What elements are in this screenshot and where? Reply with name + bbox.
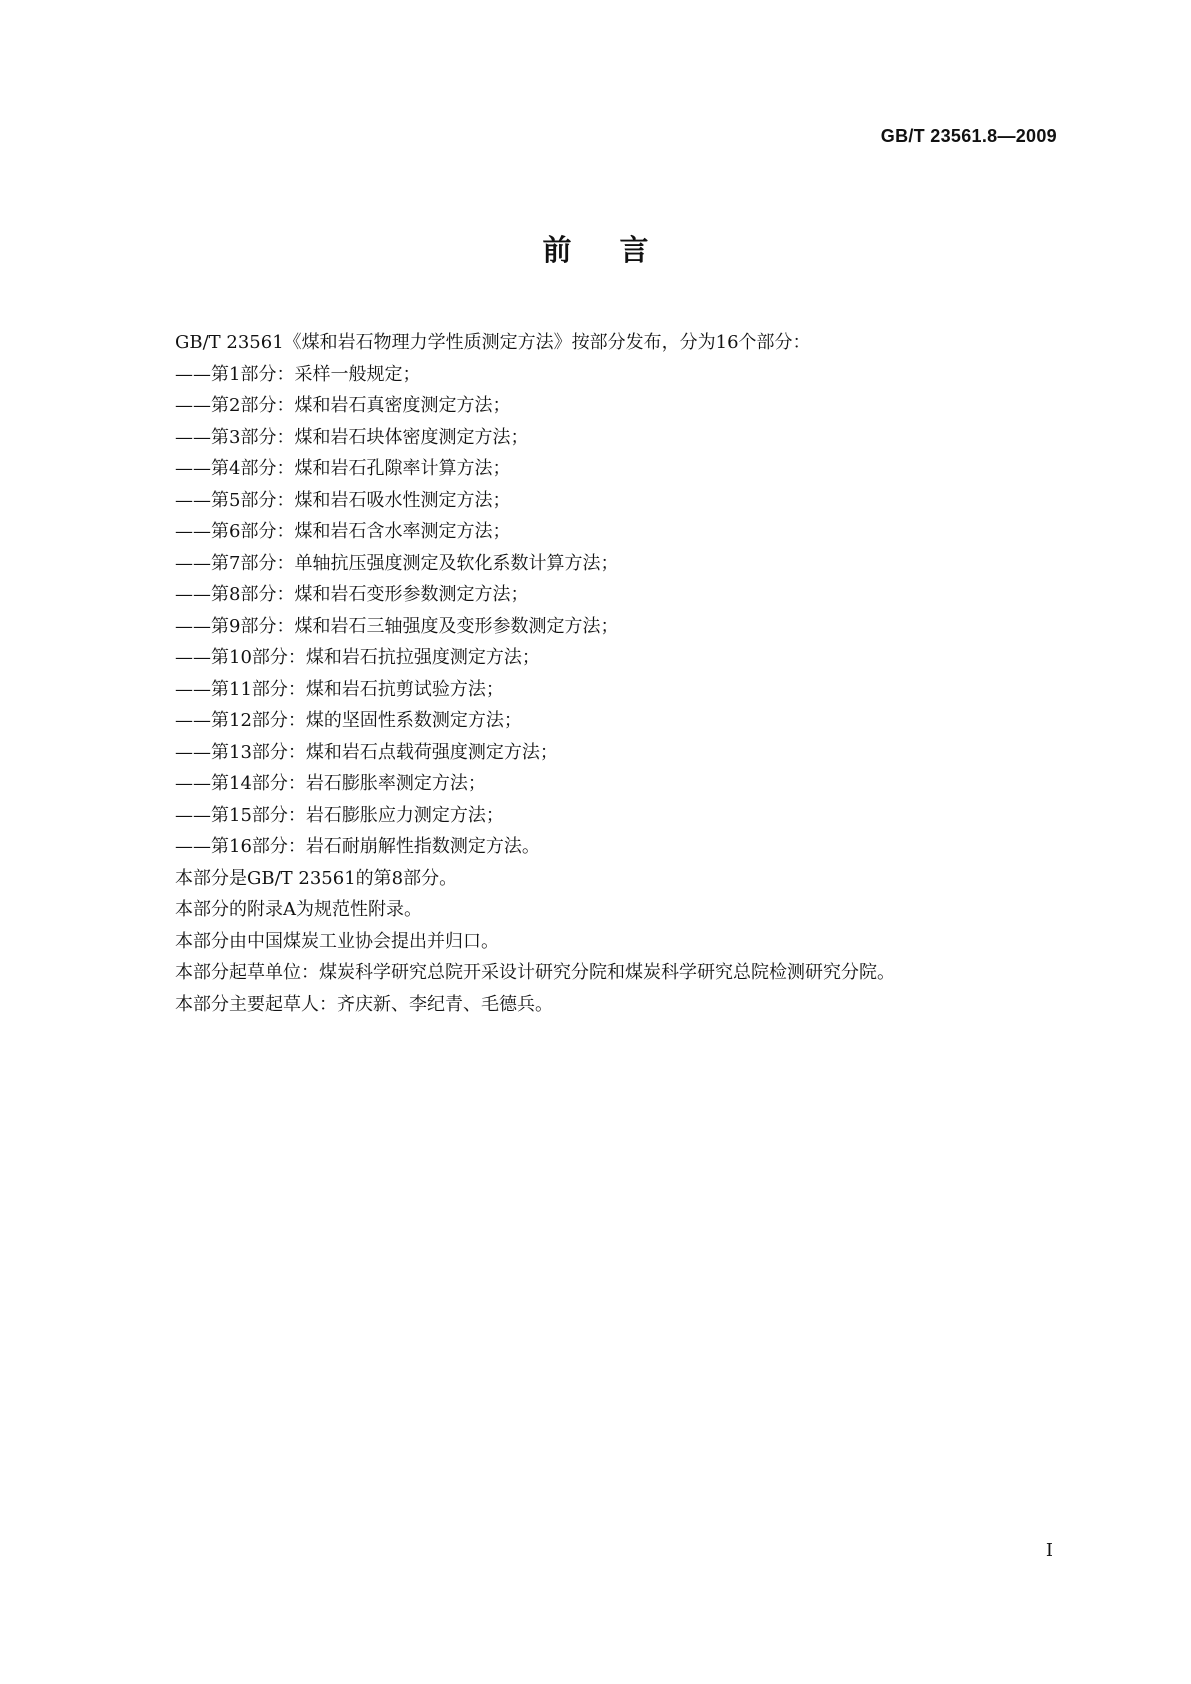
- list-item: ——第4部分：煤和岩石孔隙率计算方法；: [175, 458, 511, 479]
- page-title: 前言: [542, 233, 697, 267]
- statement-proposer: 本部分由中国煤炭工业协会提出并归口。: [175, 930, 499, 952]
- list-item: ——第15部分：岩石膨胀应力测定方法；: [175, 804, 504, 826]
- list-item: ——第1部分：采样一般规定；: [175, 363, 421, 385]
- list-item: ——第12部分：煤的坚固性系数测定方法；: [175, 710, 522, 731]
- list-item: ——第7部分：单轴抗压强度测定及软化系数计算方法；: [175, 552, 619, 574]
- standard-number: GB/T 23561.8—2009: [880, 126, 1057, 146]
- list-item: ——第14部分：岩石膨胀率测定方法；: [175, 773, 486, 794]
- list-item: ——第11部分：煤和岩石抗剪试验方法；: [175, 678, 504, 700]
- list-item: ——第3部分：煤和岩石块体密度测定方法；: [175, 426, 529, 448]
- list-item: ——第16部分：岩石耐崩解性指数测定方法。: [175, 836, 540, 857]
- statement-drafting-units: 本部分起草单位：煤炭科学研究总院开采设计研究分院和煤炭科学研究总院检测研究分院。: [175, 962, 895, 983]
- list-item: ——第13部分：煤和岩石点载荷强度测定方法；: [175, 741, 558, 763]
- foreword-body: [175, 327, 1075, 1020]
- list-item: ——第2部分：煤和岩石真密度测定方法；: [175, 395, 511, 416]
- list-item: ——第10部分：煤和岩石抗拉强度测定方法；: [175, 647, 540, 668]
- list-item: ——第8部分：煤和岩石变形参数测定方法；: [175, 584, 529, 605]
- statement-part-number: 本部分是GB/T 23561的第8部分。: [175, 867, 458, 889]
- list-item: ——第6部分：煤和岩石含水率测定方法；: [175, 521, 511, 542]
- intro-paragraph: GB/T 23561《煤和岩石物理力学性质测定方法》按部分发布，分为16个部分：: [175, 332, 811, 353]
- statement-drafters: 本部分主要起草人：齐庆新、李纪青、毛德兵。: [175, 993, 553, 1015]
- list-item: ——第5部分：煤和岩石吸水性测定方法；: [175, 489, 511, 511]
- list-item: ——第9部分：煤和岩石三轴强度及变形参数测定方法；: [175, 615, 619, 637]
- statement-annex: 本部分的附录A为规范性附录。: [175, 899, 422, 920]
- page-number: I: [1045, 1540, 1053, 1561]
